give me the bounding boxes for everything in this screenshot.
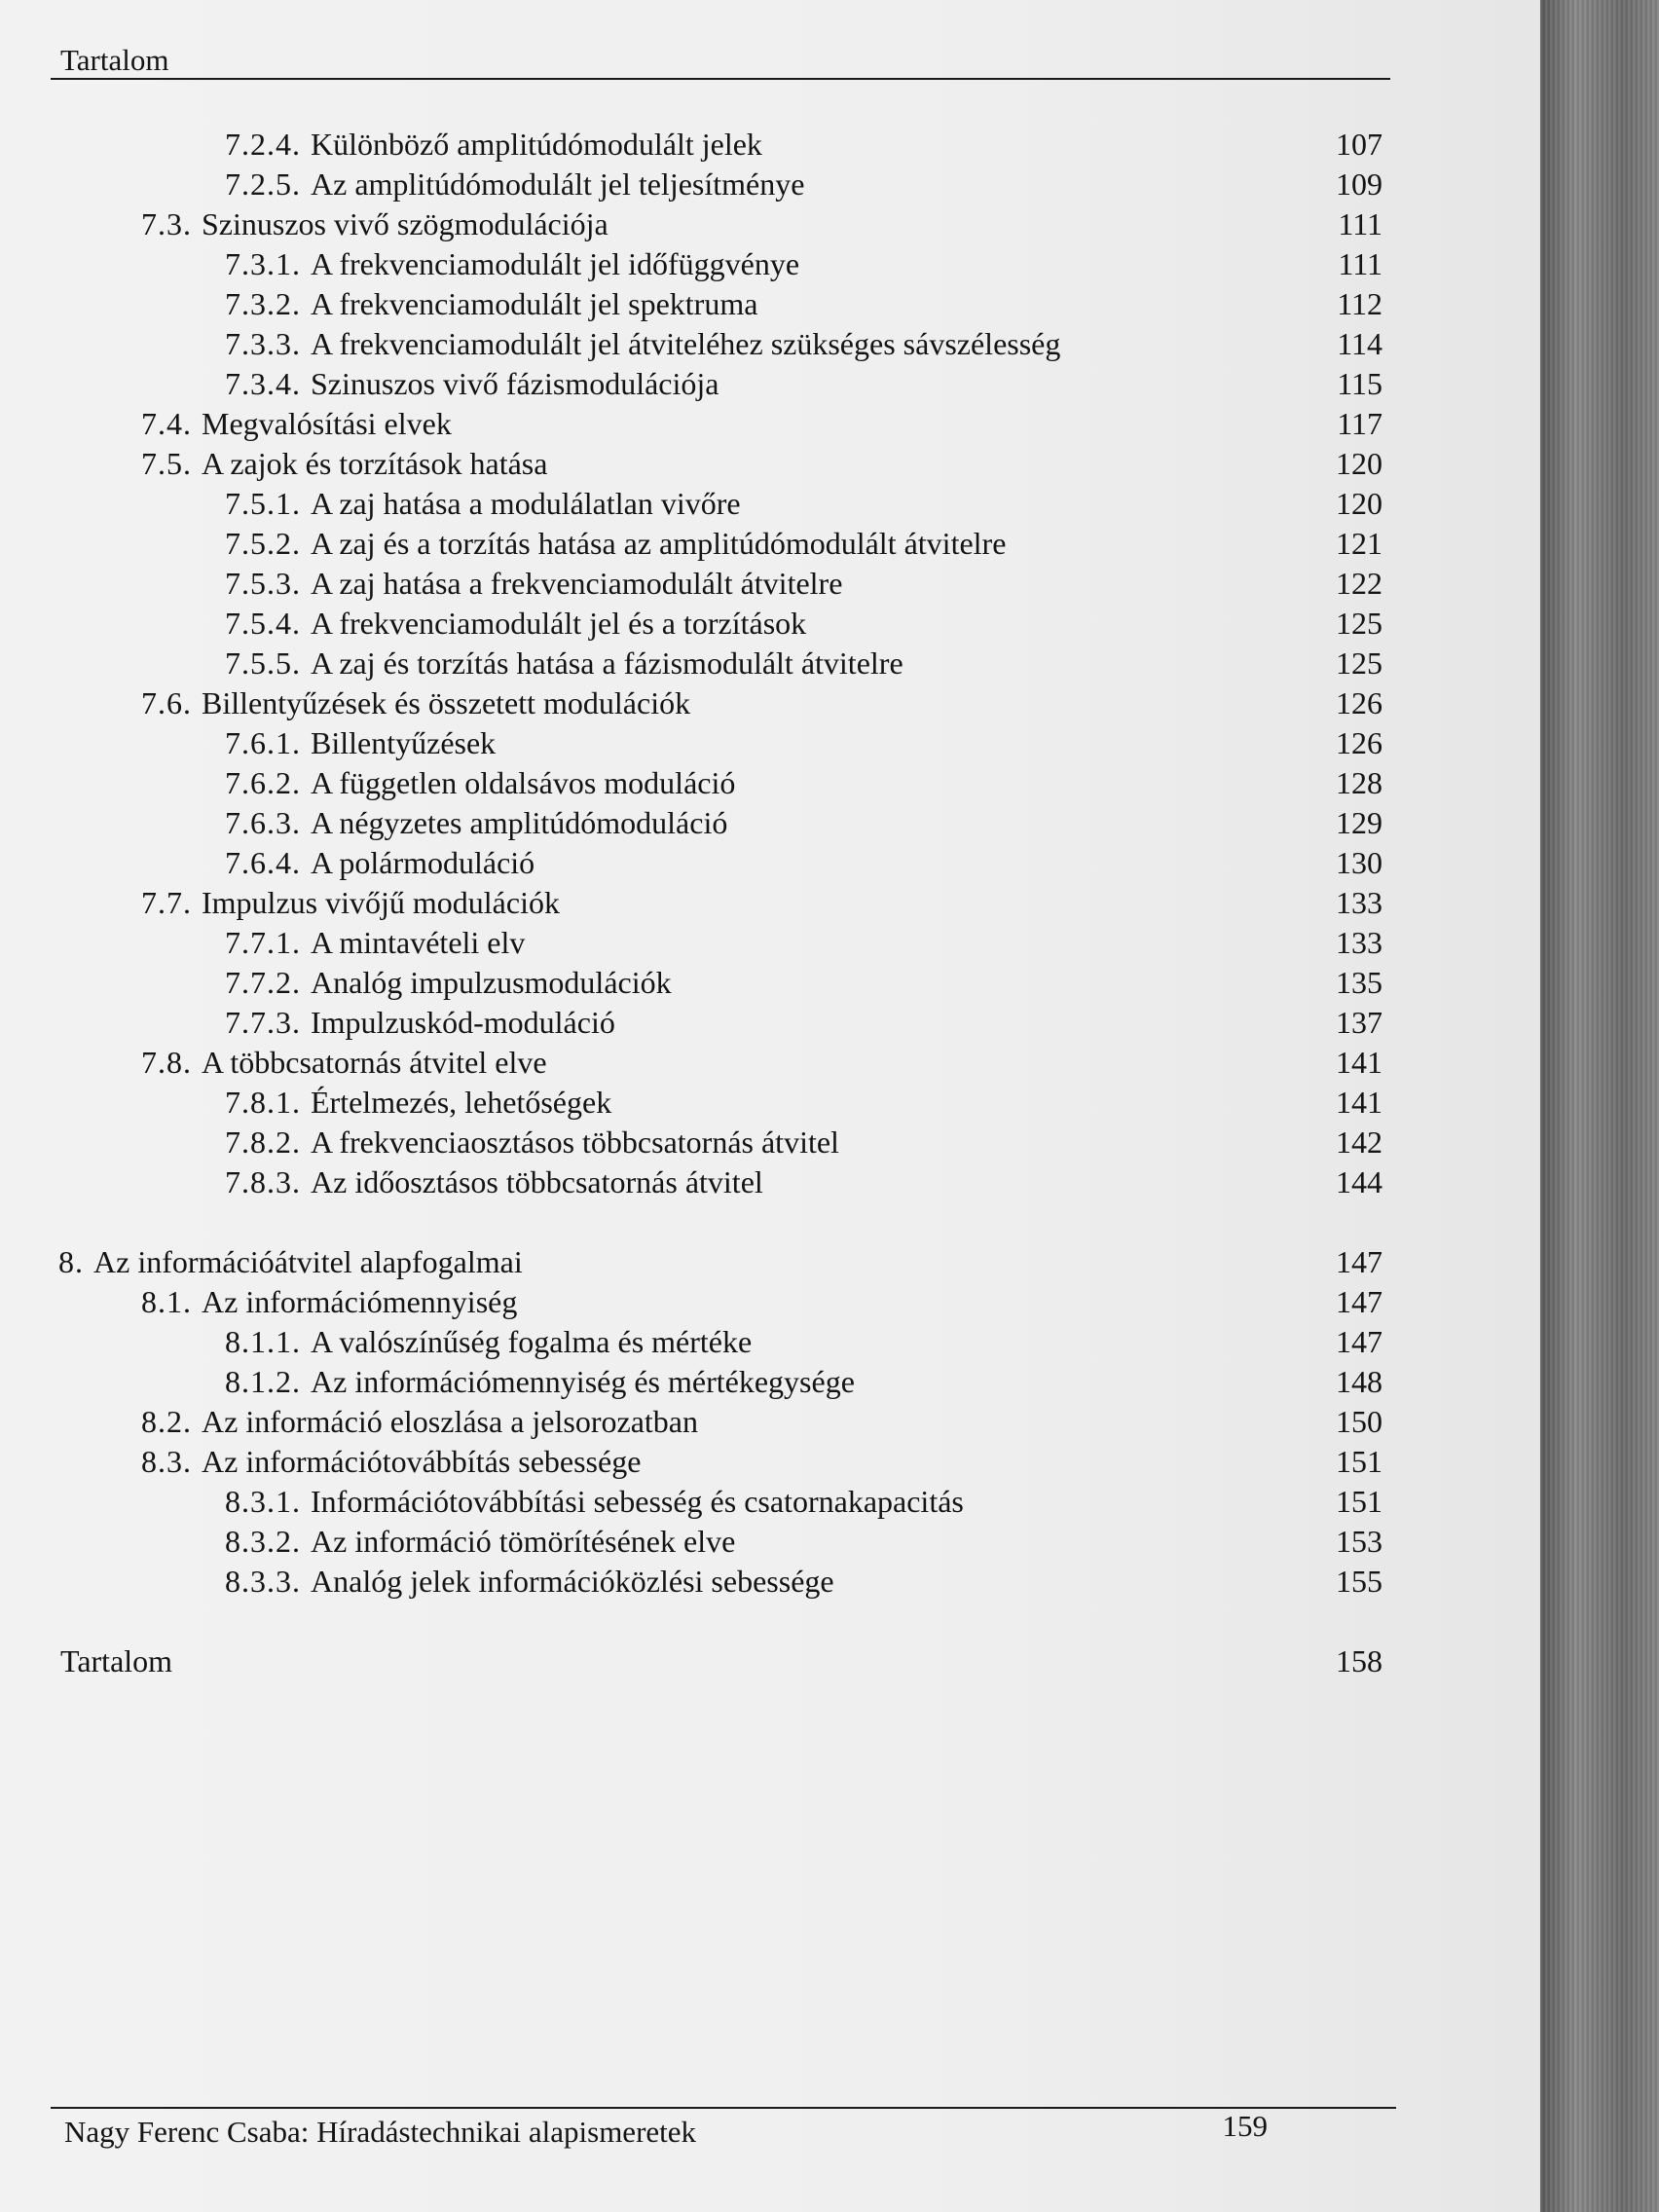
toc-entry-number: 8.2. xyxy=(141,1404,192,1439)
toc-entry-title: Különböző amplitúdómodulált jelek xyxy=(311,127,762,162)
toc-entry-number: 7.7.1. xyxy=(225,925,301,960)
toc-entry-number: 7.2.5. xyxy=(225,166,301,202)
toc-entry-title: A frekvenciamodulált jel és a torzítások xyxy=(311,606,807,641)
toc-entry xyxy=(0,1402,1540,1442)
toc-entry-number: 7.6.4. xyxy=(225,845,301,880)
running-header: Tartalom xyxy=(60,43,169,77)
toc-entry-number: 8.1.1. xyxy=(225,1324,301,1359)
toc-entry-title: Információtovábbítási sebesség és csatornakapacitás xyxy=(311,1484,964,1519)
toc-entry-number: 7.5.2. xyxy=(225,526,301,561)
toc-entry-title: Impulzuskód-moduláció xyxy=(311,1005,615,1040)
toc-entry-title: A zaj és torzítás hatása a fázismodulált átvitelre xyxy=(311,645,903,681)
toc-entry xyxy=(0,1282,1540,1322)
toc-entry-page: 141 xyxy=(1336,1085,1382,1120)
toc-entry-number: 7.6.1. xyxy=(225,725,301,760)
toc-entry-page: 120 xyxy=(1336,446,1382,481)
toc-entry xyxy=(0,1123,1540,1162)
toc-entry-number: 7.3. xyxy=(141,206,192,241)
toc-entry xyxy=(0,524,1540,564)
toc-entry xyxy=(0,1522,1540,1562)
toc-entry-number: 7.6.3. xyxy=(225,805,301,840)
toc-entry-title: Értelmezés, lehetőségek xyxy=(311,1085,612,1120)
toc-entry-page: 126 xyxy=(1336,725,1382,760)
toc-entry-title: Tartalom xyxy=(60,1643,173,1678)
toc-entry xyxy=(0,444,1540,484)
toc-entry-number: 8.3.1. xyxy=(225,1484,301,1519)
toc-entry-title: Az információmennyiség és mértékegysége xyxy=(311,1364,855,1399)
toc-entry xyxy=(0,1162,1540,1202)
toc-entry xyxy=(0,404,1540,444)
toc-entry-page: 112 xyxy=(1337,286,1382,321)
toc-entry-page: 147 xyxy=(1336,1324,1382,1359)
toc-entry-page: 147 xyxy=(1336,1284,1382,1319)
toc-entry-page: 130 xyxy=(1336,845,1382,880)
toc-entry xyxy=(0,284,1540,324)
toc-entry-page: 155 xyxy=(1336,1564,1382,1599)
toc-entry-title: Az amplitúdómodulált jel teljesítménye xyxy=(311,166,805,202)
toc-entry xyxy=(0,1641,1540,1681)
toc-entry-page: 141 xyxy=(1336,1045,1382,1080)
toc-entry xyxy=(0,1003,1540,1043)
toc-entry-number: 8.1. xyxy=(141,1284,192,1319)
toc-entry-title: A zaj hatása a frekvenciamodulált átvitelre xyxy=(311,566,843,601)
footer-page-number: 159 xyxy=(1222,2109,1268,2143)
toc-entry-number: 7.3.2. xyxy=(225,286,301,321)
toc-entry-title: A frekvenciamodulált jel átviteléhez szükséges sávszélesség xyxy=(311,326,1061,361)
toc-entry xyxy=(0,803,1540,843)
toc-entry-number: 7.5.1. xyxy=(225,486,301,521)
toc-entry xyxy=(0,683,1540,723)
toc-entry xyxy=(0,1362,1540,1402)
toc-entry-title: A zaj hatása a modulálatlan vivőre xyxy=(311,486,741,521)
toc-entry-page: 150 xyxy=(1336,1404,1382,1439)
toc-entry-title: Impulzus vivőjű modulációk xyxy=(202,885,560,920)
toc-entry xyxy=(0,843,1540,883)
toc-entry-number: 7.6.2. xyxy=(225,765,301,800)
toc-entry-page: 133 xyxy=(1336,885,1382,920)
toc-entry xyxy=(0,1482,1540,1522)
toc-entry xyxy=(0,1083,1540,1123)
toc-entry-page: 151 xyxy=(1336,1444,1382,1479)
toc-entry-number: 7.8.2. xyxy=(225,1124,301,1160)
toc-entry-number: 7.2.4. xyxy=(225,127,301,162)
toc-entry-title: A zajok és torzítások hatása xyxy=(202,446,548,481)
toc-entry xyxy=(0,1322,1540,1362)
toc-entry xyxy=(0,364,1540,404)
toc-entry-title: Analóg jelek információközlési sebessége xyxy=(311,1564,834,1599)
toc-entry xyxy=(0,763,1540,803)
toc-entry-page: 144 xyxy=(1336,1164,1382,1199)
toc-entry-number: 7.8.1. xyxy=(225,1085,301,1120)
toc-entry-title: A mintavételi elv xyxy=(311,925,526,960)
toc-entry-title: Szinuszos vivő szögmodulációja xyxy=(202,206,608,241)
toc-entry-page: 125 xyxy=(1336,606,1382,641)
toc-entry-number: 7.5.4. xyxy=(225,606,301,641)
toc-entry-page: 125 xyxy=(1336,645,1382,681)
toc-entry-title: Az információ eloszlása a jelsorozatban xyxy=(202,1404,698,1439)
toc-entry-number: 7.4. xyxy=(141,406,192,441)
toc-entry-title: Az információ tömörítésének elve xyxy=(311,1524,736,1559)
toc-entry-page: 121 xyxy=(1336,526,1382,561)
toc-entry xyxy=(0,604,1540,644)
toc-entry-title: A négyzetes amplitúdómoduláció xyxy=(311,805,728,840)
toc-entry-number: 7.3.1. xyxy=(225,246,301,281)
toc-entry xyxy=(0,1562,1540,1602)
toc-entry-page: 148 xyxy=(1336,1364,1382,1399)
toc-entry-page: 115 xyxy=(1337,366,1382,401)
toc-entry-number: 8.1.2. xyxy=(225,1364,301,1399)
toc-entry-page: 126 xyxy=(1336,685,1382,720)
toc-entry-page: 109 xyxy=(1336,166,1382,202)
toc-entry-title: A többcsatornás átvitel elve xyxy=(202,1045,547,1080)
toc-entry-number: 7.3.4. xyxy=(225,366,301,401)
toc-section-gap xyxy=(0,1602,1540,1641)
toc-entry-number: 7.7. xyxy=(141,885,192,920)
toc-entry-page: 153 xyxy=(1336,1524,1382,1559)
toc-entry xyxy=(0,564,1540,604)
toc-entry-number: 7.5.5. xyxy=(225,645,301,681)
table-of-contents xyxy=(0,125,1540,1681)
toc-entry xyxy=(0,244,1540,284)
toc-entry-page: 133 xyxy=(1336,925,1382,960)
toc-entry-page: 107 xyxy=(1336,127,1382,162)
toc-entry-title: Az időosztásos többcsatornás átvitel xyxy=(311,1164,763,1199)
toc-entry-page: 137 xyxy=(1336,1005,1382,1040)
toc-entry-title: Az információtovábbítás sebessége xyxy=(202,1444,642,1479)
toc-entry-number: 8. xyxy=(58,1244,84,1279)
toc-entry-title: Billentyűzések xyxy=(311,725,497,760)
toc-entry-number: 7.3.3. xyxy=(225,326,301,361)
toc-entry xyxy=(0,125,1540,165)
toc-entry-number: 8.3. xyxy=(141,1444,192,1479)
toc-entry xyxy=(0,1242,1540,1282)
toc-entry-title: A zaj és a torzítás hatása az amplitúdómodulált átvitelre xyxy=(311,526,1007,561)
toc-entry-number: 7.6. xyxy=(141,685,192,720)
toc-entry-title: A független oldalsávos moduláció xyxy=(311,765,736,800)
toc-entry xyxy=(0,644,1540,683)
footer-book-title: Nagy Ferenc Csaba: Híradástechnikai alapismeretek xyxy=(64,2115,697,2149)
toc-entry-number: 7.5.3. xyxy=(225,566,301,601)
toc-entry-page: 114 xyxy=(1337,326,1382,361)
toc-entry-title: A valószínűség fogalma és mértéke xyxy=(311,1324,753,1359)
toc-entry-number: 8.3.3. xyxy=(225,1564,301,1599)
toc-entry-page: 135 xyxy=(1336,965,1382,1000)
toc-entry-number: 7.7.3. xyxy=(225,1005,301,1040)
footer-rule xyxy=(51,2107,1396,2109)
toc-entry xyxy=(0,723,1540,763)
book-binding-edge xyxy=(1540,0,1659,2212)
toc-entry-title: Analóg impulzusmodulációk xyxy=(311,965,672,1000)
toc-entry-page: 117 xyxy=(1337,406,1382,441)
toc-entry-title: Az információmennyiség xyxy=(202,1284,518,1319)
toc-entry-page: 128 xyxy=(1336,765,1382,800)
toc-entry xyxy=(0,204,1540,244)
toc-entry xyxy=(0,883,1540,923)
toc-entry-title: Az információátvitel alapfogalmai xyxy=(93,1244,523,1279)
toc-entry xyxy=(0,923,1540,963)
toc-entry-page: 158 xyxy=(1336,1643,1382,1678)
toc-entry-page: 147 xyxy=(1336,1244,1382,1279)
toc-entry-number: 7.8.3. xyxy=(225,1164,301,1199)
toc-entry xyxy=(0,165,1540,204)
toc-entry-number: 7.5. xyxy=(141,446,192,481)
toc-entry-page: 122 xyxy=(1336,566,1382,601)
toc-entry-page: 151 xyxy=(1336,1484,1382,1519)
toc-entry-title: A polármoduláció xyxy=(311,845,535,880)
toc-entry-number: 7.7.2. xyxy=(225,965,301,1000)
toc-entry-title: Billentyűzések és összetett modulációk xyxy=(202,685,691,720)
toc-entry xyxy=(0,1043,1540,1083)
toc-entry-title: Megvalósítási elvek xyxy=(202,406,452,441)
toc-entry-page: 111 xyxy=(1338,246,1382,281)
toc-entry xyxy=(0,484,1540,524)
toc-section-gap xyxy=(0,1202,1540,1242)
toc-entry-title: Szinuszos vivő fázismodulációja xyxy=(311,366,719,401)
toc-entry-title: A frekvenciamodulált jel időfüggvénye xyxy=(311,246,800,281)
toc-entry-page: 111 xyxy=(1338,206,1382,241)
toc-entry-page: 129 xyxy=(1336,805,1382,840)
header-rule xyxy=(51,78,1390,80)
toc-entry xyxy=(0,1442,1540,1482)
toc-entry-title: A frekvenciamodulált jel spektruma xyxy=(311,286,758,321)
toc-entry-number: 8.3.2. xyxy=(225,1524,301,1559)
toc-entry xyxy=(0,324,1540,364)
toc-entry-title: A frekvenciaosztásos többcsatornás átvitel xyxy=(311,1124,839,1160)
toc-entry xyxy=(0,963,1540,1003)
toc-entry-page: 120 xyxy=(1336,486,1382,521)
toc-entry-page: 142 xyxy=(1336,1124,1382,1160)
toc-entry-number: 7.8. xyxy=(141,1045,192,1080)
